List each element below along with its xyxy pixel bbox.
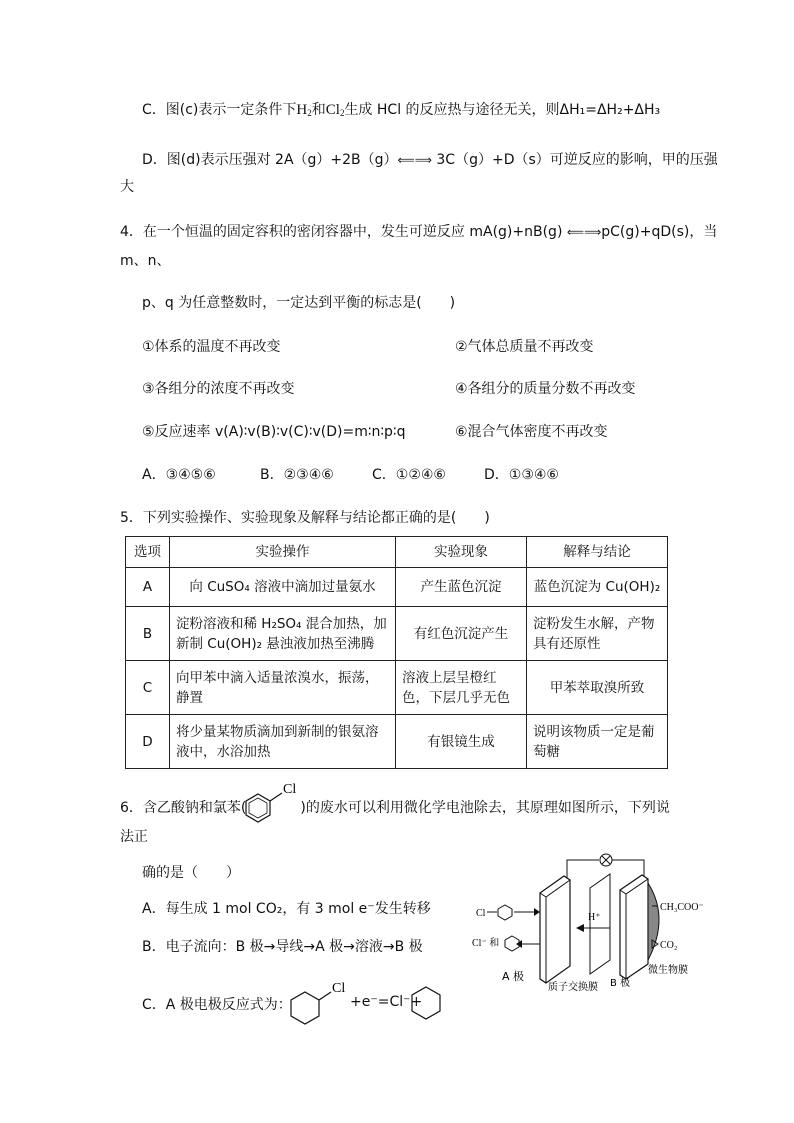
table-row: C 向甲苯中滴入适量浓溴水，振荡，静置 溶液上层呈橙红色，下层几乎无色 甲苯萃取溴所致 — [126, 661, 668, 715]
q6-option-a: A．每生成 1 mol CO₂，有 3 mol e⁻发生转移 — [142, 901, 431, 917]
b-electrode — [620, 875, 648, 979]
svg-text:H⁺: H⁺ — [588, 912, 601, 923]
q4-item-5: ⑤反应速率 v(A)∶v(B)∶v(C)∶v(D)=m∶n∶p∶q — [142, 424, 406, 440]
header-phenomenon: 实验现象 — [396, 537, 527, 568]
svg-text:CO₂: CO₂ — [660, 940, 678, 951]
svg-text:A 极: A 极 — [502, 970, 525, 983]
q4-item-3: ③各组分的浓度不再改变 — [142, 381, 295, 397]
q4-item-1: ①体系的温度不再改变 — [142, 339, 281, 355]
fuel-cell-diagram — [472, 848, 717, 993]
header-operation: 实验操作 — [170, 537, 396, 568]
header-conclusion: 解释与结论 — [527, 537, 668, 568]
reversible-arrow-icon: ⟸⟹ — [397, 153, 432, 167]
q4-item-6: ⑥混合气体密度不再改变 — [455, 424, 608, 440]
table-row: D 将少量某物质滴加到新制的银氨溶液中，水浴加热 有银镜生成 说明该物质一定是葡萄糖 — [126, 715, 668, 769]
chlorobenzene-structure-icon — [285, 978, 350, 1028]
q4-item-4: ④各组分的质量分数不再改变 — [455, 381, 636, 397]
svg-text:CH₃COO⁻: CH₃COO⁻ — [660, 902, 704, 913]
svg-text:Cl: Cl — [332, 981, 346, 996]
q6-stem-line2: 法正 — [120, 829, 148, 845]
a-electrode — [540, 876, 570, 983]
q5-stem: 5．下列实验操作、实验现象及解释与结论都正确的是( ) — [120, 510, 490, 526]
q4-item-2: ②气体总质量不再改变 — [455, 339, 594, 355]
q6-option-c-eq: +e⁻=Cl⁻+ — [350, 994, 423, 1010]
q3-option-c: C．图(c)表示一定条件下$H_2$和$Cl_2$生成 HCl 的反应热与途径无关，则ΔH₁=ΔH₂+ΔH₃ — [142, 102, 661, 118]
table-row: A 向 CuSO₄ 溶液中滴加过量氨水 产生蓝色沉淀 蓝色沉淀为 Cu(OH)₂ — [126, 568, 668, 607]
benzene-structure-icon — [408, 983, 444, 1023]
proton-membrane — [590, 874, 610, 974]
q4-stem: 4．在一个恒温的固定容积的密闭容器中，发生可逆反应 mA(g)+nB(g) ⟸⟹pC(g)+qD(s)，当 — [120, 224, 718, 240]
q6-option-c: C．A 极电极反应式为： — [142, 997, 292, 1013]
q4-answer-c: C．①②④⑥ — [372, 467, 446, 483]
svg-text:Cl: Cl — [283, 782, 297, 797]
biofilm — [648, 883, 659, 960]
q3-option-d-cont: 大 — [120, 179, 134, 195]
q3-option-d: D．图(d)表示压强对 2A（g）+2B（g）⟸⟹ 3C（g）+D（s）可逆反应的影响，甲的压强 — [142, 152, 718, 168]
q4-answer-a: A．③④⑤⑥ — [142, 467, 216, 483]
q4-stem-line3: p、q 为任意整数时，一定达到平衡的标志是( ) — [142, 295, 456, 311]
svg-text:B 极: B 极 — [610, 978, 631, 989]
svg-text:质子交换膜: 质子交换膜 — [548, 982, 598, 993]
q4-answer-d: D．①③④⑥ — [484, 467, 559, 483]
q4-stem-line2: m、n、 — [120, 253, 171, 269]
reversible-arrow-icon: ⟸⟹ — [566, 225, 602, 239]
svg-text:Cl⁻ 和: Cl⁻ 和 — [472, 938, 500, 949]
svg-text:微生物膜: 微生物膜 — [648, 965, 688, 976]
chlorobenzene-structure-icon — [242, 780, 302, 830]
table-header-row — [126, 537, 668, 568]
svg-text:Cl: Cl — [476, 908, 486, 919]
header-option: 选项 — [126, 537, 170, 568]
q6-option-b: B．电子流向：B 极→导线→A 极→溶液→B 极 — [142, 939, 423, 955]
table-row: B 淀粉溶液和稀 H₂SO₄ 混合加热，加新制 Cu(OH)₂ 悬浊液加热至沸腾 有红色沉淀产生 淀粉发生水解，产物具有还原性 — [126, 607, 668, 661]
q4-answer-b: B．②③④⑥ — [260, 467, 334, 483]
experiment-table — [125, 536, 668, 769]
q6-stem: 6．含乙酸钠和氯苯( )的废水可以利用微化学电池除去，其原理如图所示，下列说 — [120, 800, 670, 816]
q6-stem-line3: 确的是（ ） — [142, 865, 240, 881]
